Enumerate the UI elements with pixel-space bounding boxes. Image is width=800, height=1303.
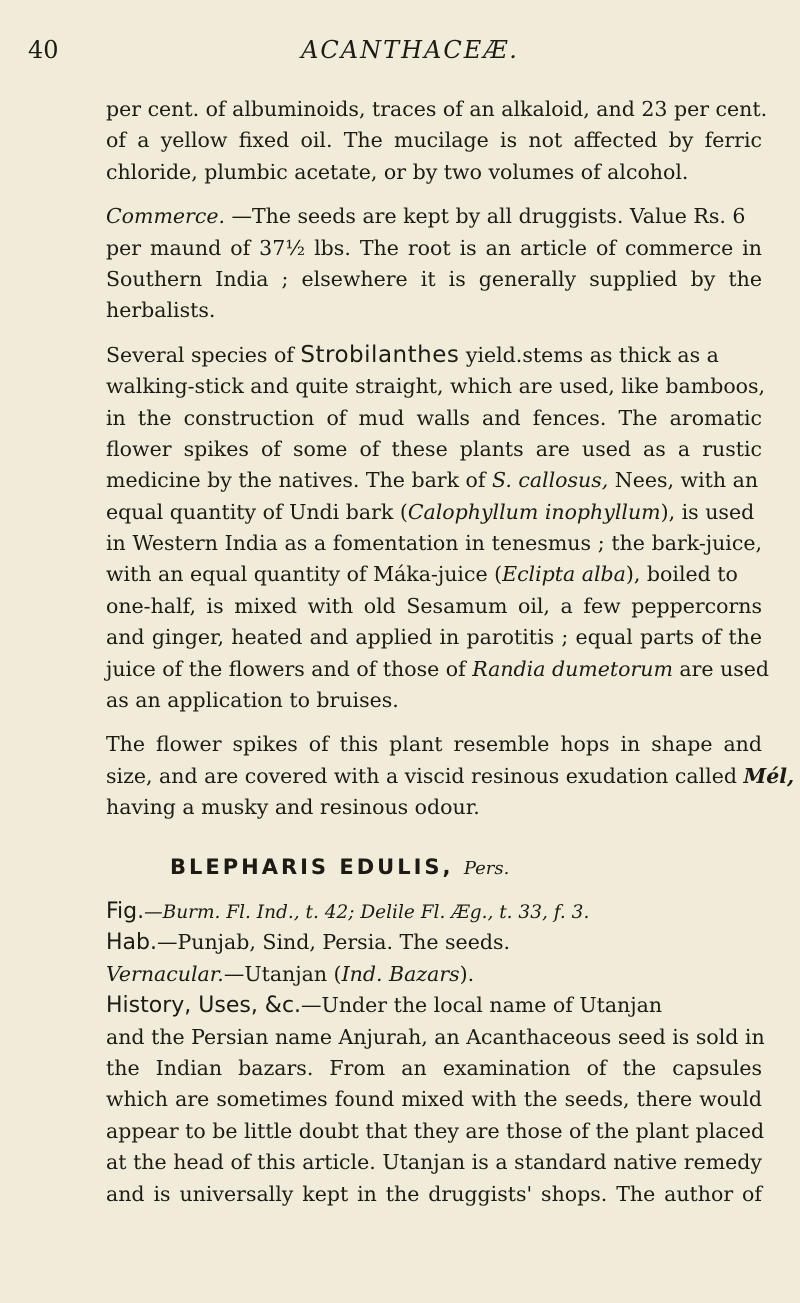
page-number: 40 (28, 36, 59, 64)
text-line: in Western India as a fomentation in tenesmus ; the bark-juice, (106, 531, 762, 556)
text-line (106, 201, 762, 232)
text-line: at the head of this article. Utanjan is a standard native remedy (106, 1150, 762, 1175)
hab-line (106, 927, 762, 958)
text-line: Southern India ; elsewhere it is generally supplied by the (106, 266, 762, 291)
text-line (106, 497, 762, 528)
text-line: appear to be little doubt that they are those of the plant placed (106, 1118, 765, 1143)
commerce-text: —The seeds are kept by all druggists. Value Rs. 6 (224, 204, 746, 229)
page-body (106, 94, 795, 1210)
text-span: —Under the local name of Utanjan (301, 993, 663, 1018)
history-label: History, Uses, &c. (106, 993, 302, 1019)
text-line: flower spikes of some of these plants are used as a rustic (106, 436, 762, 461)
paragraph-commerce (106, 201, 762, 327)
text-line: and ginger, heated and applied in parotitis ; equal parts of the (106, 625, 762, 650)
hab-text: —Punjab, Sind, Persia. The seeds. (156, 930, 510, 955)
text-span: Several species of (106, 342, 301, 367)
fig-label: Fig. (106, 898, 145, 924)
text-line (106, 654, 770, 685)
commerce-label: Commerce. (106, 204, 225, 229)
text-line: and the Persian name Anjurah, an Acanthaceous seed is sold in (106, 1024, 765, 1049)
text-line: having a musky and resinous odour. (106, 795, 480, 820)
species-name: Eclipta alba (502, 562, 626, 587)
paragraph-albuminoids (106, 94, 768, 188)
text-line: the Indian bazars. From an examination of the capsules (106, 1055, 762, 1080)
spacer (106, 716, 762, 729)
text-span: ), boiled to (625, 562, 738, 587)
text-line (106, 465, 762, 496)
spacer (106, 824, 762, 852)
vernacular-line (106, 959, 762, 990)
page-header (20, 36, 780, 76)
species-name: Randia dumetorum (472, 656, 673, 681)
fig-line (106, 896, 762, 927)
text-line: per cent. of albuminoids, traces of an alkaloid, and 23 per cent. (106, 97, 768, 121)
text-span: juice of the flowers and of those of (106, 656, 473, 681)
species-heading-name: BLEPHARIS EDULIS, (170, 854, 454, 879)
text-span: yield.stems as thick as a (459, 342, 719, 367)
text-span: are used (672, 656, 770, 681)
text-span: with an equal quantity of Máka-juice ( (106, 562, 503, 587)
paragraph-strobilanthes (106, 340, 770, 717)
running-title: ACANTHACEÆ. (301, 36, 519, 64)
text-line: chloride, plumbic acetate, or by two volumes of alcohol. (106, 159, 689, 184)
text-line (106, 990, 762, 1021)
text-line: as an application to bruises. (106, 688, 399, 713)
species-name: Calophyllum inophyllum (407, 499, 661, 524)
text-line: and is universally kept in the druggists' shops. The author of (106, 1181, 762, 1206)
species-heading-author: Pers. (463, 857, 510, 879)
species-heading (106, 852, 762, 883)
text-span: size, and are covered with a viscid resinous exudation called (106, 763, 744, 788)
text-line (106, 559, 762, 590)
text-span: equal quantity of Undi bark ( (106, 499, 408, 524)
spacer (106, 188, 762, 201)
text-line: one-half, is mixed with old Sesamum oil, a few peppercorns (106, 593, 762, 618)
paragraph-history (106, 990, 765, 1210)
text-span: Nees, with an (608, 468, 759, 493)
text-line (106, 340, 762, 371)
species-name: S. callosus, (492, 468, 609, 493)
text-line: walking-stick and quite straight, which are used, like bamboos, (106, 374, 766, 399)
text-line (106, 761, 795, 792)
spacer (106, 883, 762, 896)
text-line: which are sometimes found mixed with the seeds, there would (106, 1087, 762, 1112)
text-line: herbalists. (106, 298, 216, 323)
text-line: per maund of 37½ lbs. The root is an article of commerce in (106, 235, 762, 260)
local-name: Mél, (743, 763, 795, 788)
text-span: ). (459, 961, 475, 986)
fig-text: —Burm. Fl. Ind., t. 42; Delile Fl. Æg., t. 33, f. 3. (144, 901, 590, 923)
hab-label: Hab. (106, 930, 157, 956)
paragraph-flower-spikes (106, 729, 795, 823)
spacer (106, 327, 762, 340)
vernacular-label: Vernacular. (106, 961, 224, 986)
text-line: of a yellow fixed oil. The mucilage is not affected by ferric (106, 128, 762, 153)
text-span: —Utanjan ( (223, 961, 342, 986)
text-span: ), is used (660, 499, 755, 524)
text-line: in the construction of mud walls and fences. The aromatic (106, 405, 762, 430)
text-span: Ind. Bazars (341, 961, 460, 986)
genus-name: Strobilanthes (300, 341, 460, 368)
text-span: medicine by the natives. The bark of (106, 468, 492, 493)
text-line: The flower spikes of this plant resemble hops in shape and (106, 732, 762, 757)
